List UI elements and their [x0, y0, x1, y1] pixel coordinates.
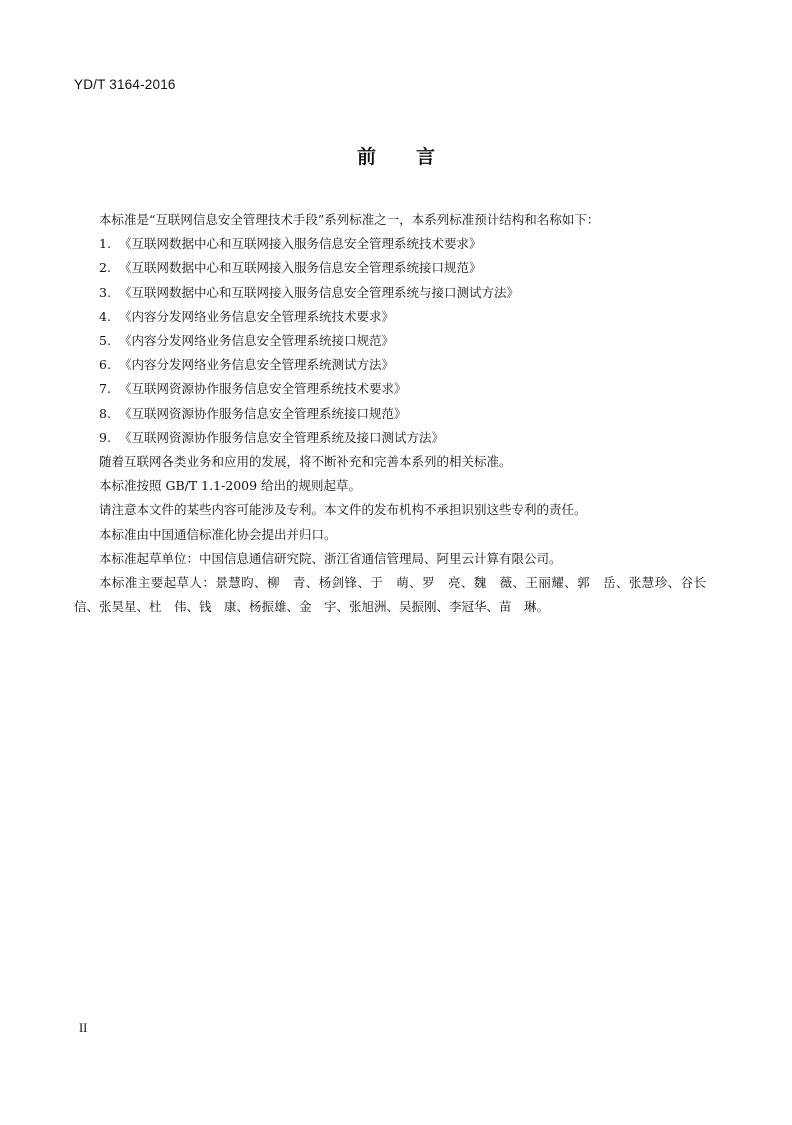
list-item	[74, 232, 706, 256]
list-item-number: 7.	[99, 381, 111, 397]
list-item-title: 《互联网数据中心和互联网接入服务信息安全管理系统与接口测试方法》	[119, 284, 520, 300]
intro-paragraph: 本标准是“互联网信息安全管理技术手段”系列标准之一，本系列标准预计结构和名称如下：	[99, 212, 600, 227]
list-item-number: 4.	[99, 308, 111, 324]
list-item	[74, 329, 706, 353]
page-title: 前言	[356, 146, 475, 168]
list-item-number: 1.	[99, 236, 111, 252]
list-item	[74, 281, 706, 305]
list-item-title: 《互联网数据中心和互联网接入服务信息安全管理系统接口规范》	[119, 260, 482, 276]
list-item	[74, 256, 706, 280]
list-item-title: 《互联网资源协作服务信息安全管理系统技术要求》	[119, 381, 407, 397]
list-item-title: 《互联网资源协作服务信息安全管理系统及接口测试方法》	[119, 429, 445, 445]
list-item-number: 9.	[99, 429, 111, 445]
standard-code: YD/T 3164-2016	[74, 77, 176, 92]
list-item-title: 《内容分发网络业务信息安全管理系统接口规范》	[119, 333, 395, 349]
drafting-rules-paragraph: 本标准按照 GB/T 1.1-2009 给出的规则起草。	[99, 478, 362, 494]
list-item-number: 2.	[99, 260, 111, 276]
list-item	[74, 305, 706, 329]
list-item-title: 《内容分发网络业务信息安全管理系统测试方法》	[119, 357, 395, 373]
series-list	[74, 232, 706, 450]
list-item	[74, 402, 706, 426]
list-item-number: 6.	[99, 357, 111, 373]
list-item-title: 《内容分发网络业务信息安全管理系统技术要求》	[119, 308, 395, 324]
list-item-number: 5.	[99, 333, 111, 349]
list-item-number: 3.	[99, 284, 111, 300]
list-item-title: 《互联网资源协作服务信息安全管理系统接口规范》	[119, 405, 407, 421]
supplement-paragraph: 随着互联网各类业务和应用的发展，将不断补充和完善本系列的相关标准。	[99, 454, 512, 470]
list-item	[74, 426, 706, 450]
list-item-number: 8.	[99, 405, 111, 421]
list-item	[74, 377, 706, 401]
list-item-title: 《互联网数据中心和互联网接入服务信息安全管理系统技术要求》	[119, 236, 482, 252]
list-item	[74, 353, 706, 377]
patent-notice-paragraph: 请注意本文件的某些内容可能涉及专利。本文件的发布机构不承担识别这些专利的责任。	[99, 502, 587, 518]
proposer-paragraph: 本标准由中国通信标准化协会提出并归口。	[99, 526, 337, 542]
foreword-body	[74, 208, 706, 619]
drafters-paragraph: 本标准主要起草人：景慧昀、柳 青、杨剑锋、于 萌、罗 亮、魏 薇、王丽耀、郭 岳、张慧珍、谷长信、张昊星、杜 伟、钱 康、杨振雄、金 宇、张旭洲、吴振刚、李冠华、苗 琳。	[74, 575, 706, 615]
page-number: II	[79, 1021, 88, 1035]
drafting-units-paragraph: 本标准起草单位：中国信息通信研究院、浙江省通信管理局、阿里云计算有限公司。	[99, 550, 562, 566]
